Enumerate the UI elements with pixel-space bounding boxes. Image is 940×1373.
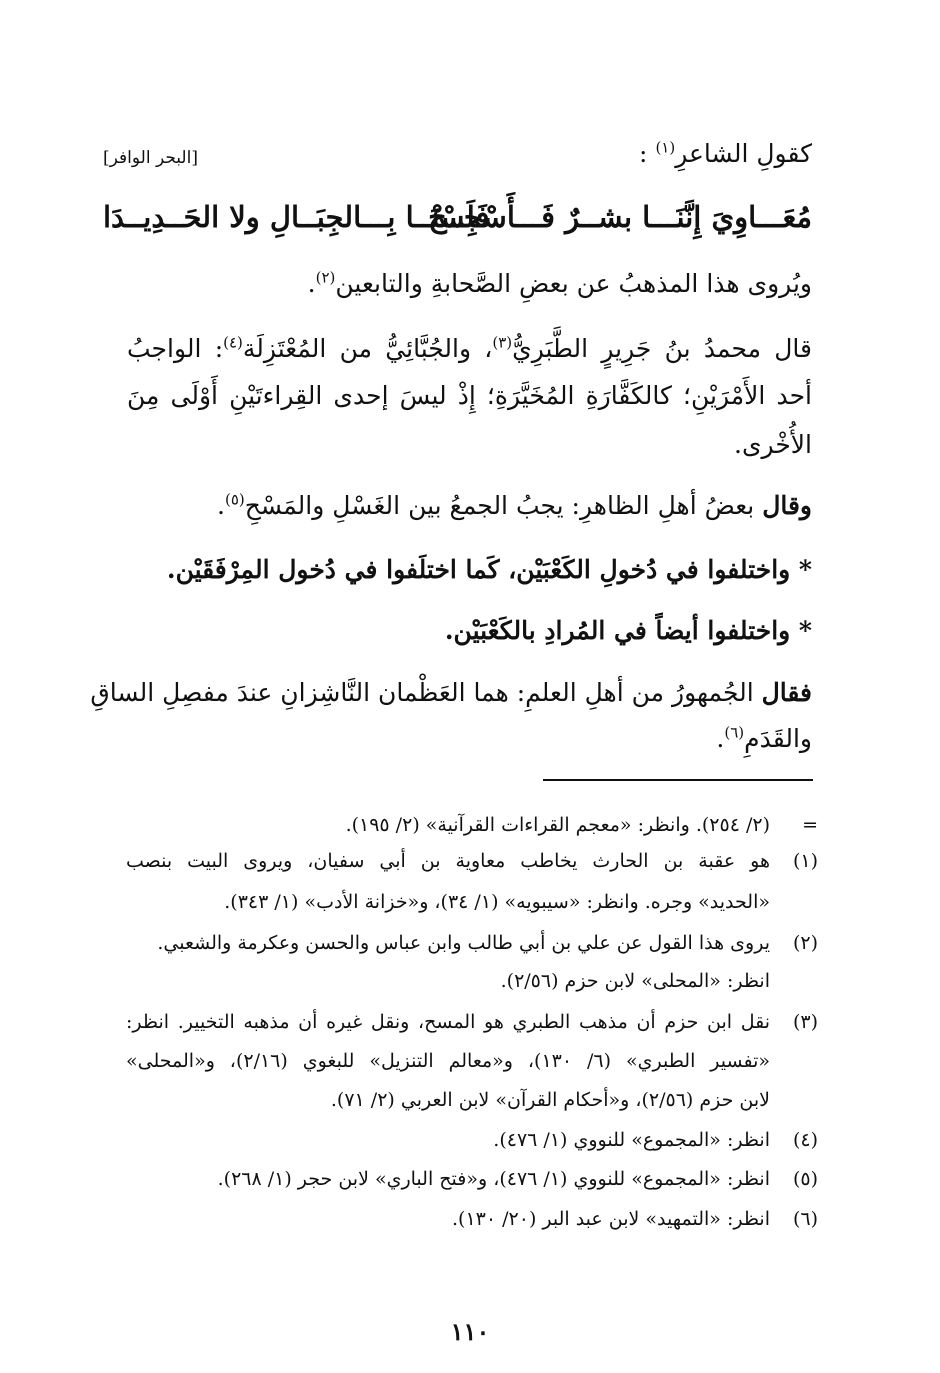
footnote-ref-4: (٤) <box>223 333 243 352</box>
footnote-number: (٢) <box>792 932 818 954</box>
poem-intro <box>639 138 812 168</box>
footnote-4-line-1: انظر: «المجموع» للنووي (١/ ٤٧٦). <box>493 1129 770 1151</box>
paragraph-5: * واختلفوا أيضاً في المُرادِ بالكَعْبَيْن. <box>444 616 812 645</box>
paragraph-3: وقال بعضُ أهلِ الظاهرِ: يجبُ الجمعُ بين الغَسْلِ والمَسْحِ$^{(٥)}$. <box>217 490 812 520</box>
footnote-3-line-2: «تفسير الطبري» (٦/ ١٣٠)، و«معالم التنزيل» للبغوي (٢/١٦)، و«المحلى» <box>126 1050 770 1072</box>
footnote-continuation-marker: = <box>802 814 818 836</box>
footnote-3-line-3: لابن حزم (٢/٥٦)، و«أحكام القرآن» لابن العربي (٢/ ٧١). <box>330 1089 770 1111</box>
paragraph-2-line-3: الأُخْرى. <box>734 430 812 459</box>
verse-second-hemistich: فَلَسْنَــا بِـــالجِبَــالِ ولا الحَــدِيــدَا <box>103 200 490 234</box>
footnote-separator <box>543 779 813 781</box>
paragraph-6-line-1: فقال الجُمهورُ من أهلِ العلمِ: هما العَظْمان النَّاشِزانِ عندَ مفصِلِ الساقِ <box>90 678 812 707</box>
footnote-number: (٦) <box>792 1208 818 1230</box>
footnote-5-line-1: انظر: «المجموع» للنووي (١/ ٤٧٦)، و«فتح الباري» لابن حجر (١/ ٢٦٨). <box>217 1168 770 1190</box>
meter-label: [البحر الوافر] <box>103 148 198 168</box>
footnote-number: (١) <box>792 850 818 872</box>
footnote-6-line-1: انظر: «التمهيد» لابن عبد البر (٢٠/ ١٣٠). <box>451 1208 770 1230</box>
paragraph-4: * واختلفوا في دُخولِ الكَعْبَيْن، كَما اختلَفوا في دُخول المِرْفَقَيْن. <box>166 555 812 584</box>
footnote-number: (٥) <box>792 1168 818 1190</box>
paragraph-1: ويُروى هذا المذهبُ عن بعضِ الصَّحابةِ والتابعين$^{(٢)}$. <box>307 268 812 298</box>
footnote-3-line-1: نقل ابن حزم أن مذهب الطبري هو المسح، ونقل غيره أن مذهبه التخيير. انظر: <box>126 1011 770 1033</box>
poem-intro-text: كقولِ الشاعرِ <box>675 139 812 168</box>
footnote-1-line-2: «الحديد» وجره. وانظر: «سيبويه» (١/ ٣٤)، و«خزانة الأدب» (١/ ٣٤٣). <box>224 891 770 913</box>
paragraph-6-line-2: والقَدَمِ$^{(٦)}$. <box>716 723 812 753</box>
footnote-2-line-1: يروى هذا القول عن علي بن أبي طالب وابن عباس والحسن وعكرمة والشعبي. <box>157 932 770 954</box>
footnote-continuation: (٢/ ٢٥٤). وانظر: «معجم القراءات القرآنية» (٢/ ١٩٥). <box>345 814 770 836</box>
paragraph-2-line-2: أحد الأَمْرَيْنِ؛ كالكَفَّارَةِ المُخَيَّرَةِ؛ إِذْ ليسَ إحدى القِراءتَيْنِ أَوْلَى مِنَ <box>127 381 812 410</box>
footnote-ref-5: (٥) <box>225 490 245 509</box>
footnote-2-line-2: انظر: «المحلى» لابن حزم (٢/٥٦). <box>500 970 770 992</box>
footnote-ref-6: (٦) <box>724 723 745 742</box>
footnote-ref-2: (٢) <box>315 268 336 287</box>
footnote-number: (٤) <box>792 1129 818 1151</box>
verse-first-hemistich: مُعَـــاوِيَ إِنَّنَـــا بشــرٌ فَـــأَسْجِــحْ <box>428 200 812 234</box>
footnote-ref-1: (١) <box>655 138 676 157</box>
paragraph-2-line-1: قال محمدُ بنُ جَرِيرٍ الطَّبَرِيُّ$^{(٣)}$، والجُبَّائِيُّ من المُعْتَزِلَة$^{(٤)}$: الواجبُ <box>127 333 813 363</box>
footnote-ref-3: (٣) <box>492 333 513 352</box>
page-number: ١١٠ <box>450 1317 490 1346</box>
poem-intro-colon: : <box>639 139 648 168</box>
footnote-1-line-1: هو عقبة بن الحارث يخاطب معاوية بن أبي سفيان، ويروى البيت بنصب <box>126 850 770 872</box>
footnote-number: (٣) <box>792 1011 818 1033</box>
